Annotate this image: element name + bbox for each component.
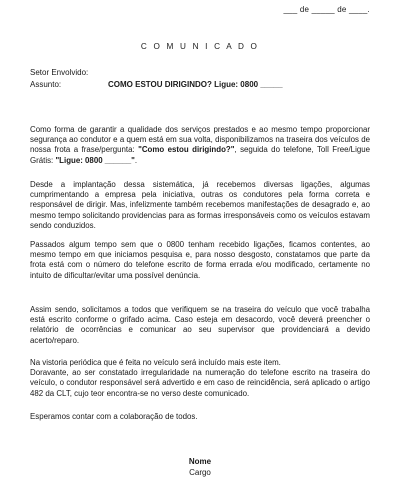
paragraph-6: Esperamos contar com a colaboração de todos. bbox=[30, 412, 198, 421]
dateline: ___ de _____ de ____. bbox=[283, 5, 370, 14]
p5-line-1: Na vistoria periódica que é feita no veículo será incluído mais este item. bbox=[30, 358, 281, 367]
assunto-label: Assunto: bbox=[30, 80, 62, 89]
p1-text-e: . bbox=[134, 155, 138, 165]
setor-envolvido-row bbox=[30, 68, 100, 77]
assunto-row bbox=[30, 80, 283, 89]
setor-envolvido-label: Setor Envolvido: bbox=[30, 68, 89, 77]
p5-line-2: Doravante, ao ser constatado irregularidade na numeração do telefone escrito na traseira do veículo, o condutor responsável será advertido e em caso de reincidência, será aplicado o artigo 482 da CLT, cujo teor encontra-se no verso deste comunicado. bbox=[30, 368, 370, 398]
assunto-value: COMO ESTOU DIRIGINDO? Ligue: 0800 _____ bbox=[108, 80, 283, 89]
paragraph-5 bbox=[30, 358, 370, 399]
paragraph-2: Desde a implantação dessa sistemática, já recebemos diversas ligações, algumas cumprimentando a empresa pela iniciativa, outras os condutores pela forma correta e responsável de dirigir. Mas, infelizmente também recebemos manifestações de desagrado e, ao mesmo tempo solicitando providencias para as formas irresponsáveis como os veículos estavam sendo conduzidos. bbox=[30, 180, 370, 230]
paragraph-4: Assim sendo, solicitamos a todos que verifiquem se na traseira do veículo que você trabalha está escrito conforme o grifado acima. Caso esteja em desacordo, você deverá preencher o relatório de ocorrências e comunicar ao seu supervisor que providenciará a devido acerto/reparo. bbox=[30, 305, 370, 345]
paragraph-3: Passados algum tempo sem que o 0800 tenham recebido ligações, ficamos contentes, ao mesmo tempo em que iniciamos pesquisa e, para nosso desgosto, constatamos que parte da frota está com o número do telefone escrito de forma errada e/ou modificado, certamente no intuito de dificultar/evitar uma possível denúncia. bbox=[30, 240, 370, 280]
p1-text-c: , seguida do telefone, Toll Free/Ligue Grátis: bbox=[30, 145, 370, 165]
signature-name: Nome bbox=[188, 457, 212, 466]
document-title: C O M U N I C A D O bbox=[140, 42, 260, 51]
p1-highlight-phone: "Ligue: 0800 ______" bbox=[55, 155, 135, 165]
p1-text-a: Como forma de garantir a qualidade dos serviços prestados e ao mesmo tempo proporcionar segurança ao condutor e a quem está em sua volta, disponibilizamos na traseira dos veículos de nossa frota a frase/pergunta: bbox=[30, 125, 370, 155]
paragraph-1 bbox=[30, 125, 370, 166]
signature-role: Cargo bbox=[189, 468, 211, 477]
p1-highlight-phrase: "Como estou dirigindo?" bbox=[138, 145, 235, 155]
